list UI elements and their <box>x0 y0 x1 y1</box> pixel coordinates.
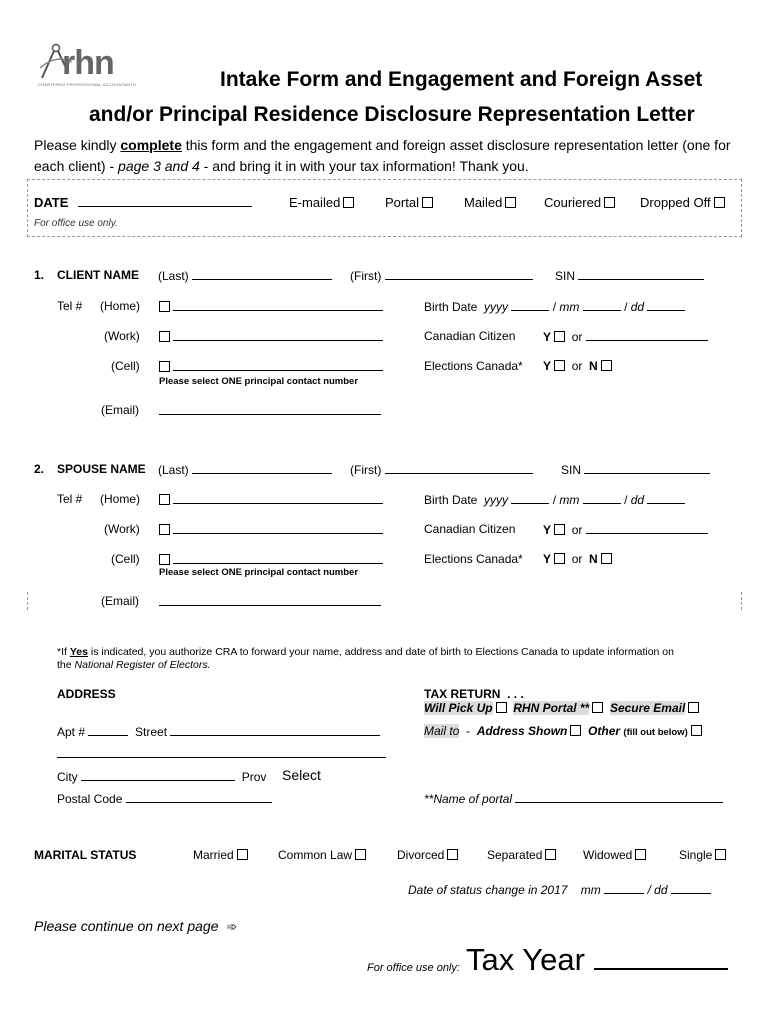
tax-return-options-row2: Mail to - Address Shown Other (fill out below) <box>424 724 702 738</box>
common-law-checkbox[interactable] <box>355 849 366 860</box>
client-name-heading: CLIENT NAME <box>57 268 139 282</box>
page-title-line2: and/or Principal Residence Disclosure Representation Letter <box>89 103 695 126</box>
client-citizen-yes: Y or <box>543 329 708 344</box>
will-pick-up-checkbox[interactable] <box>496 702 507 713</box>
tax-return-options-row1: Will Pick Up RHN Portal ** Secure Email <box>424 701 699 715</box>
widowed-checkbox[interactable] <box>635 849 646 860</box>
client-citizen-other-field[interactable] <box>586 329 708 341</box>
office-use-only-label: For office use only: <box>367 962 460 974</box>
logo-wordmark: rhn <box>62 44 114 82</box>
mailed-checkbox[interactable] <box>505 197 516 208</box>
client-cell-label: (Cell) <box>111 359 140 373</box>
address-postal: Postal Code <box>57 791 272 806</box>
client-home-checkbox[interactable] <box>159 301 170 312</box>
elections-footnote-line1: *If Yes is indicated, you authorize CRA to forward your name, address and date of birth to Elections Canada to update information on <box>57 646 674 658</box>
single-checkbox[interactable] <box>715 849 726 860</box>
marital-single[interactable]: Single <box>679 848 726 862</box>
other-checkbox[interactable] <box>691 725 702 736</box>
spouse-last-field[interactable] <box>192 462 332 474</box>
client-email <box>159 403 381 418</box>
spouse-work-label: (Work) <box>104 522 140 536</box>
client-first-name: (First) <box>350 268 533 283</box>
delivery-dropped-off[interactable]: Dropped Off <box>640 195 725 210</box>
spouse-email-field[interactable] <box>159 594 381 606</box>
tax-year: Tax Year <box>466 942 728 978</box>
client-elections: Elections Canada* <box>424 359 523 373</box>
date-field[interactable] <box>78 195 252 207</box>
client-cell-phone <box>156 359 383 374</box>
spouse-elections-yn: Y or N <box>543 552 612 566</box>
date-row: DATE <box>34 195 252 210</box>
spouse-cell-checkbox[interactable] <box>159 554 170 565</box>
spouse-select-note: Please select ONE principal contact number <box>159 567 359 578</box>
client-home-field[interactable] <box>173 299 383 311</box>
apt-field[interactable] <box>88 724 128 736</box>
spouse-cell-field[interactable] <box>173 552 383 564</box>
spouse-citizen-other-field[interactable] <box>586 522 708 534</box>
delivery-couriered[interactable]: Couriered <box>544 195 615 210</box>
status-change-date: Date of status change in 2017 mm / dd <box>408 882 711 897</box>
client-citizen-yes-checkbox[interactable] <box>554 331 565 342</box>
couriered-checkbox[interactable] <box>604 197 615 208</box>
spouse-citizen-yes-checkbox[interactable] <box>554 524 565 535</box>
spouse-elections-no-checkbox[interactable] <box>601 553 612 564</box>
client-email-label: (Email) <box>101 403 139 417</box>
client-citizen: Canadian Citizen <box>424 329 516 343</box>
emailed-checkbox[interactable] <box>343 197 354 208</box>
spouse-work-checkbox[interactable] <box>159 524 170 535</box>
spouse-home-label: (Home) <box>100 492 141 506</box>
portal-checkbox[interactable] <box>422 197 433 208</box>
divorced-checkbox[interactable] <box>447 849 458 860</box>
spouse-first-name: (First) <box>350 462 533 477</box>
portal-name: **Name of portal <box>424 791 723 806</box>
client-birth-date: Birth Date yyyy / mm / dd <box>424 299 685 314</box>
rhn-portal-checkbox[interactable] <box>592 702 603 713</box>
delivery-portal[interactable]: Portal <box>385 195 433 210</box>
continue-note: Please continue on next page ➾ <box>34 918 238 934</box>
left-margin-mark <box>27 592 28 610</box>
spouse-home-field[interactable] <box>173 492 383 504</box>
portal-name-field[interactable] <box>515 791 723 803</box>
spouse-citizen-yes: Y or <box>543 522 708 537</box>
marital-married[interactable]: Married <box>193 848 248 862</box>
client-cell-checkbox[interactable] <box>159 361 170 372</box>
address-shown-checkbox[interactable] <box>570 725 581 736</box>
postal-code-field[interactable] <box>126 791 272 803</box>
street-field[interactable] <box>170 724 380 736</box>
marital-divorced[interactable]: Divorced <box>397 848 458 862</box>
secure-email-checkbox[interactable] <box>688 702 699 713</box>
address-apt-street: Apt # Street <box>57 724 380 739</box>
client-home-label: (Home) <box>100 299 141 313</box>
client-last-name: (Last) <box>158 268 332 283</box>
client-tel-label: Tel # <box>57 299 83 313</box>
spouse-elections-yes-checkbox[interactable] <box>554 553 565 564</box>
spouse-first-field[interactable] <box>385 462 533 474</box>
client-work-field[interactable] <box>173 329 383 341</box>
client-sin: SIN <box>555 268 704 283</box>
office-use-note: For office use only. <box>34 218 118 229</box>
spouse-citizen: Canadian Citizen <box>424 522 516 536</box>
intro-line1: Please kindly complete this form and the engagement and foreign asset disclosure representation letter (one for <box>34 137 731 153</box>
spouse-sin-field[interactable] <box>584 462 710 474</box>
spouse-elections: Elections Canada* <box>424 552 523 566</box>
spouse-email-label: (Email) <box>101 594 139 608</box>
marital-status-heading: MARITAL STATUS <box>34 848 137 862</box>
city-field[interactable] <box>81 769 235 781</box>
spouse-tel-label: Tel # <box>57 492 83 506</box>
dropped-off-checkbox[interactable] <box>714 197 725 208</box>
client-work-checkbox[interactable] <box>159 331 170 342</box>
separated-checkbox[interactable] <box>545 849 556 860</box>
spouse-birth-date: Birth Date yyyy / mm / dd <box>424 492 685 507</box>
spouse-section-number: 2. <box>34 462 45 476</box>
spouse-work-phone <box>156 522 383 537</box>
client-email-field[interactable] <box>159 403 381 415</box>
elections-footnote-line2: the National Register of Electors. <box>57 659 211 671</box>
marital-widowed[interactable]: Widowed <box>583 848 646 862</box>
client-sin-field[interactable] <box>578 268 704 280</box>
logo <box>36 40 146 92</box>
spouse-email <box>159 594 381 609</box>
spouse-home-phone <box>156 492 383 507</box>
address-heading: ADDRESS <box>57 687 116 701</box>
client-select-note: Please select ONE principal contact number <box>159 376 359 387</box>
marital-separated[interactable]: Separated <box>487 848 556 862</box>
client-last-field[interactable] <box>192 268 332 280</box>
page-title-line1: Intake Form and Engagement and Foreign Asset <box>220 68 703 91</box>
intro-line2: each client) - page 3 and 4 - and bring it in with your tax information! Thank you. <box>34 158 529 174</box>
spouse-sin: SIN <box>561 462 710 477</box>
client-section-number: 1. <box>34 268 45 282</box>
delivery-mailed[interactable]: Mailed <box>464 195 516 210</box>
client-home-phone <box>156 299 383 314</box>
arrow-right-icon: ➾ <box>226 919 238 934</box>
client-elections-yes-checkbox[interactable] <box>554 360 565 371</box>
spouse-name-heading: SPOUSE NAME <box>57 462 146 476</box>
address-line2[interactable] <box>57 757 386 758</box>
tax-year-field[interactable] <box>594 944 728 970</box>
spouse-cell-label: (Cell) <box>111 552 140 566</box>
marital-common-law[interactable]: Common Law <box>278 848 366 862</box>
client-cell-field[interactable] <box>173 359 383 371</box>
delivery-emailed[interactable]: E-mailed <box>289 195 354 210</box>
client-work-phone <box>156 329 383 344</box>
spouse-work-field[interactable] <box>173 522 383 534</box>
province-select[interactable]: Select <box>282 767 321 783</box>
spouse-home-checkbox[interactable] <box>159 494 170 505</box>
right-margin-mark <box>741 592 742 610</box>
spouse-cell-phone <box>156 552 383 567</box>
spouse-last-name: (Last) <box>158 462 332 477</box>
logo-tagline: CHARTERED PROFESSIONAL ACCOUNTANTS <box>38 82 137 87</box>
client-elections-no-checkbox[interactable] <box>601 360 612 371</box>
address-city-prov: City Prov <box>57 770 267 784</box>
client-elections-yn: Y or N <box>543 359 612 373</box>
tax-return-heading: TAX RETURN . . . <box>424 687 524 701</box>
client-first-field[interactable] <box>385 268 533 280</box>
married-checkbox[interactable] <box>237 849 248 860</box>
client-work-label: (Work) <box>104 329 140 343</box>
